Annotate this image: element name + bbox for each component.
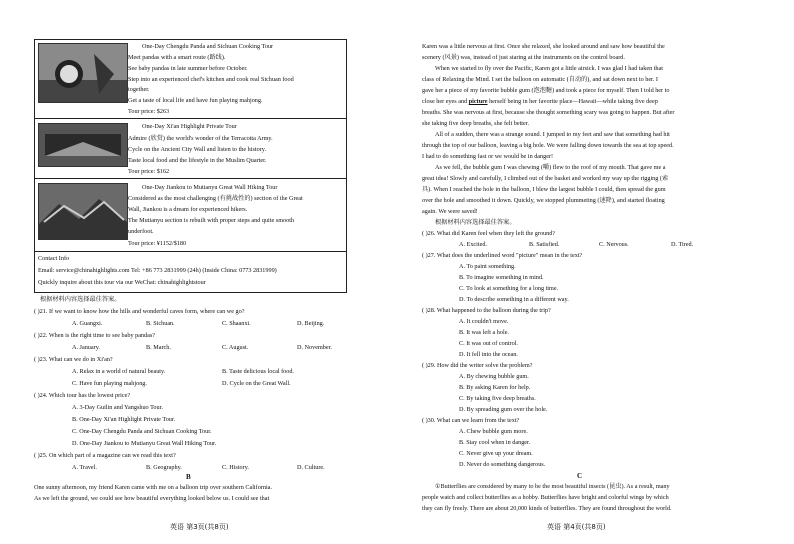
option: A. Guangxi.	[72, 320, 103, 327]
option: B. By asking Karen for help.	[459, 384, 531, 391]
passage-line: over the hole and smoothed it down. Quickly, we stopped plummeting (速降), and started floating	[422, 197, 665, 204]
divider	[35, 251, 346, 252]
option: C. To look at something for a long time.	[459, 285, 559, 292]
tour1-title: One-Day Chengdu Panda and Sichuan Cooking Tour	[142, 43, 274, 50]
section-c-heading: C	[577, 472, 583, 480]
underlined-word-picture: picture	[468, 98, 488, 105]
option: B. It was left a hole.	[459, 329, 510, 336]
option: A. January.	[72, 344, 100, 351]
option: B. Geography.	[146, 464, 182, 471]
passage-line: class of Relaxing the Mind. I set the balloon on automatic (自动的), and sat down next to her. I	[422, 76, 658, 83]
option: A. By chewing bubble gum.	[459, 373, 529, 380]
option: B. Taste delicious local food.	[222, 368, 294, 375]
tour-info-box	[34, 39, 347, 293]
divider	[35, 118, 346, 119]
passage-line: When we started to fly over the Pacific, Karen got a little airsick. I was glad I had taken that	[435, 65, 663, 72]
page-footer: 英语 第4页(共8页)	[547, 523, 606, 531]
question-24: ( )24. Which tour has the lowest price?	[34, 392, 131, 399]
tour3-line: underfoot.	[128, 228, 154, 235]
passage-c-line: ①Butterflies are considered by many to be the most beautiful insects (昆虫). As a result, many	[435, 483, 670, 490]
question-21: ( )21. If we want to know how the hills and wonderful caves form, where can we go?	[34, 308, 245, 315]
option: D. November.	[297, 344, 332, 351]
xian-photo	[38, 123, 128, 167]
tour2-line: Taste local food and the lifestyle in the Muslim Quarter.	[128, 157, 267, 164]
option: C. Have fun playing mahjong.	[72, 380, 147, 387]
option: A. Excited.	[459, 241, 488, 248]
divider	[35, 178, 346, 179]
passage-line: scenery (风景) was, instead of just staring at the instruments on the control board.	[422, 54, 625, 61]
option: B. Satisfied.	[529, 241, 560, 248]
question-28: ( )28. What happened to the balloon during the trip?	[422, 307, 551, 314]
option: D. One-Day Jiankou to Mutianyu Great Wall Hiking Tour.	[72, 440, 217, 447]
option: A. Relax in a world of natural beauty.	[72, 368, 166, 375]
page-footer: 英语 第3页(共8页)	[170, 523, 229, 531]
tour1-line: Meet pandas with a smart route (路线).	[128, 54, 226, 61]
tour2-price: Tour price: $162	[128, 168, 170, 175]
tour3-line: Wall, Jiankou is a dream for experienced hikers.	[128, 206, 248, 213]
passage-line: I had to do something fast or we would be in danger!	[422, 153, 554, 160]
tour3-title: One-Day Jiankou to Mutianyu Great Wall Hiking Tour	[142, 184, 278, 191]
passage-line: through the top of our balloon, leaving a big hole. We were falling down towards the sea at top speed.	[422, 142, 674, 149]
option: D. To describe something in a different way.	[459, 296, 569, 303]
chengdu-panda-photo	[38, 43, 128, 103]
option: B. Sichuan.	[146, 320, 175, 327]
question-26: ( )26. What did Karen feel when they left the ground?	[422, 230, 556, 237]
tour1-line: See baby pandas in late summer before October.	[128, 65, 248, 72]
question-23: ( )23. What can we do in Xi'an?	[34, 356, 113, 363]
option: D. By spreading gum over the hole.	[459, 406, 548, 413]
tour2-line: Cycle on the Ancient City Wall and listen to the history.	[128, 146, 267, 153]
passage-line: Karen was a little nervous at first. Once she relaxed, she looked around and saw how beautiful the	[422, 43, 665, 50]
passage-b-line: One sunny afternoon, my friend Karen came with me on a balloon trip over southern California.	[34, 484, 272, 491]
option: A. To paint something.	[459, 263, 516, 270]
question-25: ( )25. On which part of a magazine can we read this text?	[34, 452, 176, 459]
option: C. History.	[222, 464, 249, 471]
option: D. Never do something dangerous.	[459, 461, 546, 468]
option: C. Shaanxi.	[222, 320, 251, 327]
option: C. It was out of control.	[459, 340, 518, 347]
option: A. It couldn't move.	[459, 318, 509, 325]
option: A. 3-Day Guilin and Yangshuo Tour.	[72, 404, 163, 411]
tour3-line: Considered as the most challenging (有挑战性的) section of the Great	[128, 195, 303, 202]
tour1-line: together.	[128, 86, 150, 93]
option: C. By taking five deep breaths.	[459, 395, 536, 402]
question-30: ( )30. What can we learn from the text?	[422, 417, 520, 424]
option: C. Nervous.	[599, 241, 629, 248]
tour1-price: Tour price: $263	[128, 108, 170, 115]
option: D. Tired.	[671, 241, 694, 248]
option: B. March.	[146, 344, 171, 351]
passage-line: gave her a piece of my favorite bubble gum (泡泡糖) and took a piece for myself. Then I told her to	[422, 87, 670, 94]
tour1-line: Step into an experienced chef's kitchen and cook real Sichuan food	[128, 76, 294, 83]
tour2-line: Admire (欣赏) the world's wonder of the Terracotta Army.	[128, 135, 273, 142]
question-29: ( )29. How did the writer solve the problem?	[422, 362, 533, 369]
option: A. Chew bubble gum more.	[459, 428, 528, 435]
option: C. Never give up your dream.	[459, 450, 533, 457]
passage-line: close her eyes and picture herself being in her favorite place—Hawaii—while taking five deep	[422, 98, 658, 105]
option: D. Cycle on the Great Wall.	[222, 380, 291, 387]
option: D. It fell into the ocean.	[459, 351, 518, 358]
passage-line: great idea! Slowly and carefully, I climbed out of the basket and worked my way up the rigging (索	[422, 175, 669, 182]
right-page	[397, 0, 794, 544]
option: D. Culture.	[297, 464, 325, 471]
passage-c-line: people watch and collect butterflies as a hobby. Butterflies have bright and colorful wings by which	[422, 494, 669, 501]
question-27: ( )27. What does the underlined word "picture" mean in the text?	[422, 252, 583, 259]
passage-line: she taking five deep breaths, she felt better.	[422, 120, 530, 127]
passage-line: breaths. She was nervous at first, because she thought something scary was going to happen. But after	[422, 109, 675, 116]
passage-line: As we fell, the bubble gum I was chewing (嚼) flew to the roof of my mouth. That gave me a	[435, 164, 666, 171]
option: C. August.	[222, 344, 249, 351]
contact-wechat-line: Quickly inquire about this tour via our WeChat: chinahighlightstour	[38, 279, 206, 286]
tour2-title: One-Day Xi'an Highlight Private Tour	[142, 123, 237, 130]
tour1-line: Get a taste of local life and have fun playing mahjong.	[128, 97, 263, 104]
contact-email-line: Email: service@chinahighlights.com Tel: +86 773 2831999 (24h) (Inside China: 0773 2831999)	[38, 267, 277, 274]
option: A. Travel.	[72, 464, 97, 471]
passage-b-line: As we left the ground, we could see how beautiful everything looked below us. I could see that	[34, 495, 270, 502]
tour3-line: The Mutianyu section is rebuilt with proper steps and quite smooth	[128, 217, 295, 224]
question-22: ( )22. When is the right time to see baby pandas?	[34, 332, 156, 339]
passage-c-line: they can fly freely. There are about 20,000 kinds of butterflies. They are found throughout the world.	[422, 505, 672, 512]
passage-line: again. We were saved!	[422, 208, 478, 215]
passage-line: 具). When I reached the hole in the balloon, I blew the largest bubble I could, then spread the gum	[422, 186, 666, 193]
option: B. One-Day Xi'an Highlight Private Tour.	[72, 416, 176, 423]
instruction: 根据材料内容选择最佳答案。	[435, 219, 516, 226]
section-b-heading: B	[186, 473, 191, 481]
option: B. To imagine something in mind.	[459, 274, 544, 281]
contact-title: Contact Info	[38, 255, 70, 262]
instruction: 根据材料内容选择最佳答案。	[40, 296, 121, 303]
option: B. Stay cool when in danger.	[459, 439, 531, 446]
option: D. Beijing.	[297, 320, 325, 327]
tour3-price: Tour price: ¥1152/$180	[128, 240, 187, 247]
option: C. One-Day Chengdu Panda and Sichuan Cooking Tour.	[72, 428, 212, 435]
passage-line: All of a sudden, there was a strange sound. I jumped to my feet and saw that something had hit	[435, 131, 670, 138]
great-wall-photo	[38, 183, 128, 240]
